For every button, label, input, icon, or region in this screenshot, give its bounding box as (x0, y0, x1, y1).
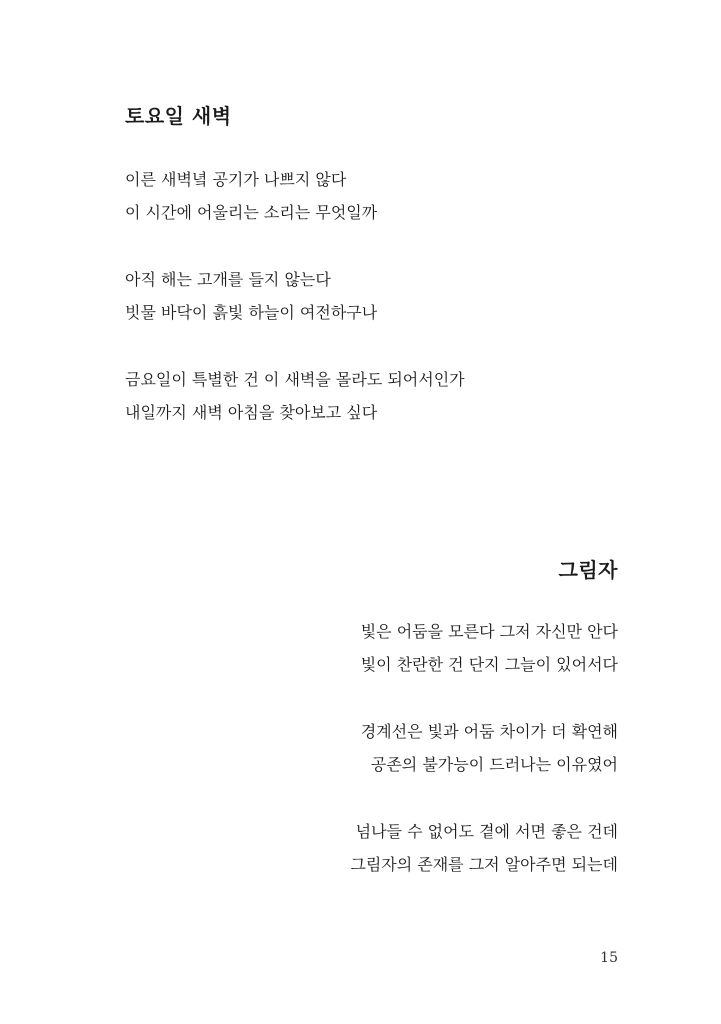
stanza (125, 815, 618, 881)
poem-line: 공존의 불가능이 드러나는 이유였어 (370, 755, 618, 774)
stanza (125, 363, 618, 429)
stanza (125, 263, 618, 329)
stanza (125, 163, 618, 229)
page-number: 15 (600, 950, 618, 966)
poem-title: 토요일 새벽 (125, 104, 232, 128)
poem-line: 넘나들 수 없어도 곁에 서면 좋은 건데 (355, 822, 618, 841)
poem-line: 빛이 찬란한 건 단지 그늘이 있어서다 (360, 655, 618, 674)
poem-saturday-dawn (125, 96, 618, 463)
stanza (125, 715, 618, 781)
poem-shadow (125, 550, 618, 915)
poem-title: 그림자 (558, 558, 618, 582)
poem-line: 경계선은 빛과 어둠 차이가 더 확연해 (360, 722, 618, 741)
poem-line: 금요일이 특별한 건 이 새벽을 몰라도 되어서인가 (125, 370, 465, 389)
poem-line: 빛은 어둠을 모른다 그저 자신만 안다 (360, 622, 618, 641)
poem-line: 이 시간에 어울리는 소리는 무엇일까 (125, 203, 378, 222)
poem-line: 내일까지 새벽 아침을 찾아보고 싶다 (125, 403, 378, 422)
poem-line: 빗물 바닥이 흙빛 하늘이 여전하구나 (125, 303, 378, 322)
poem-line: 아직 해는 고개를 들지 않는다 (125, 270, 331, 289)
poem-line: 그림자의 존재를 그저 알아주면 되는데 (350, 855, 618, 874)
poem-line: 이른 새벽녘 공기가 나쁘지 않다 (125, 170, 347, 189)
stanza (125, 615, 618, 681)
